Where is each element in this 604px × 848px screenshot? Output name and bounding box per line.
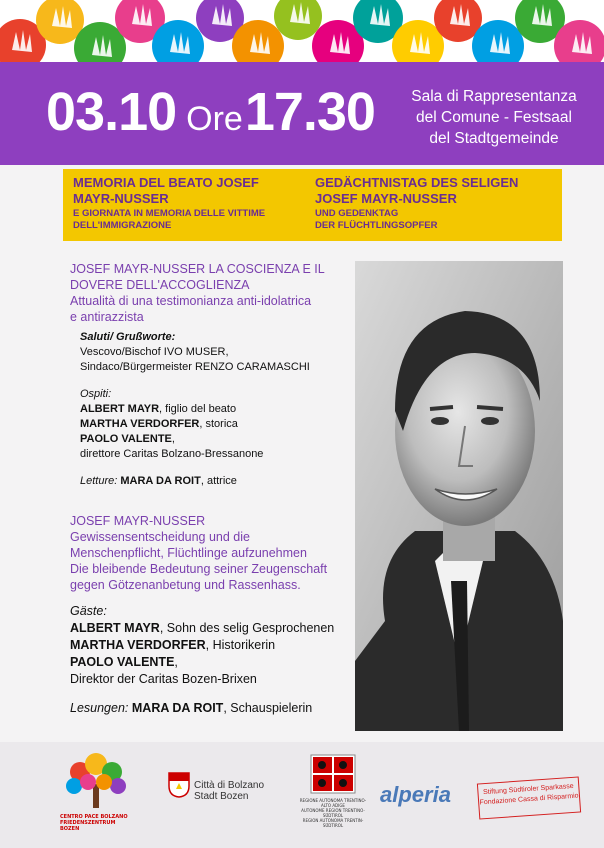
guest-line [80, 432, 355, 447]
tree-of-hands-icon [60, 750, 132, 810]
lesungen-line [70, 700, 355, 717]
title-it-main-1: MEMORIA DEL BEATO JOSEF [73, 175, 259, 190]
saluti-block [80, 330, 355, 375]
friedenszentrum-city: BOZEN [60, 826, 80, 832]
saluti-line: Sindaco/Bürgermeister RENZO CARAMASCHI [80, 361, 310, 373]
alperia-logo: alperia [380, 782, 451, 807]
centro-pace-city: BOLZANO [100, 814, 128, 820]
event-date: 03.10 [46, 82, 177, 142]
guest-comma: , [171, 433, 175, 445]
title-de-sub-2: DER FLÜCHTLINGSOPFER [315, 220, 438, 231]
stiftung-name-it: Fondazione Cassa di Risparmio [479, 792, 579, 807]
german-heading [70, 513, 360, 593]
italian-subheading-line: Attualità di una testimonianza anti-idolatrica [70, 294, 312, 308]
letture-line [80, 474, 355, 489]
venue-line: del Stadtgemeinde [429, 130, 559, 147]
centro-pace-logo [60, 750, 132, 835]
italian-heading-line: DOVERE DELL'ACCOGLIENZA [70, 278, 250, 292]
event-venue [394, 86, 594, 149]
title-it-main-2: MAYR-NUSSER [73, 191, 169, 206]
gast-role: Direktor der Caritas Bozen-Brixen [70, 672, 257, 686]
title-german [315, 175, 555, 232]
sponsor-logos [0, 742, 604, 848]
letture-label: Letture: [80, 475, 118, 487]
guest-role: direttore Caritas Bolzano-Bressanone [80, 448, 264, 460]
region-name-it: REGIONE AUTONOMA TRENTINO-ALTO ADIGE [299, 798, 367, 808]
lesungen-name: MARA DA ROIT [131, 701, 224, 715]
gast-role: , Historikerin [205, 638, 276, 652]
city-name-it: Città di Bolzano [194, 780, 265, 791]
hands-banner [0, 0, 604, 62]
gaeste-label: Gäste: [70, 604, 107, 618]
portrait-illustration [355, 261, 563, 731]
region-name-lad: REGION AUTONOMA TRENTIN-SÜDTIROL [302, 818, 364, 828]
german-line: gegen Götzenanbetung und Rassenhass. [70, 578, 301, 592]
region-coat-of-arms-icon [310, 754, 356, 794]
saluti-line: Vescovo/Bischof IVO MUSER, [80, 346, 229, 358]
venue-line: del Comune - Festsaal [416, 109, 572, 126]
title-de-main-2: JOSEF MAYR-NUSSER [315, 191, 457, 206]
saluti-label: Saluti/ Grußworte: [80, 331, 176, 343]
gast-comma: , [174, 655, 178, 669]
german-line: Menschenpflicht, Flüchtlinge aufzunehmen [70, 546, 307, 560]
colorful-hands-illustration [0, 0, 604, 62]
guest-line [80, 402, 355, 417]
city-bolzano-logo [168, 772, 288, 832]
letture-name: MARA DA ROIT [120, 475, 201, 487]
ospiti-block [80, 387, 355, 489]
gast-name: MARTHA VERDORFER [70, 638, 206, 652]
gast-role: , Sohn des selig Gesprochenen [159, 621, 335, 635]
guest-name: PAOLO VALENTE [80, 433, 172, 445]
event-datetime [46, 82, 375, 149]
region-logo [298, 754, 368, 834]
event-time: 17.30 [244, 82, 375, 142]
friedenszentrum-name: FRIEDENSZENTRUM [60, 820, 116, 826]
stiftung-sparkasse-stamp [477, 776, 581, 819]
german-line: Die bleibende Bedeutung seiner Zeugenschaft [70, 562, 328, 576]
centro-pace-name: CENTRO PACE [60, 814, 99, 820]
ore-label: Ore [186, 100, 243, 138]
ospiti-label: Ospiti: [80, 388, 112, 400]
portrait-photo [355, 261, 563, 731]
guest-role: , figlio del beato [159, 403, 237, 415]
stiftung-name-de: Stiftung Südtiroler Sparkasse [482, 782, 574, 797]
guest-role: , storica [199, 418, 238, 430]
gast-line [70, 654, 355, 671]
gast-line [70, 620, 355, 637]
title-de-main-1: GEDÄCHTNISTAG DES SELIGEN [315, 175, 519, 190]
gaeste-block [70, 603, 355, 717]
guest-name: MARTHA VERDORFER [80, 418, 200, 430]
letture-role: , attrice [200, 475, 237, 487]
gast-name: PAOLO VALENTE [70, 655, 175, 669]
italian-subheading-line: e antirazzista [70, 310, 144, 324]
centro-pace-text [60, 814, 132, 832]
title-italian [73, 175, 303, 232]
title-de-sub-1: UND GEDENKTAG [315, 208, 399, 219]
city-name-de: Stadt Bozen [194, 791, 249, 802]
region-name-de: AUTONOME REGION TRENTINO-SÜDTIROL [301, 808, 365, 818]
title-it-sub-1: E GIORNATA IN MEMORIA DELLE VITTIME [73, 208, 266, 219]
gast-line [70, 637, 355, 654]
city-shield-icon [168, 772, 190, 798]
gast-name: ALBERT MAYR [70, 621, 160, 635]
italian-heading-line: JOSEF MAYR-NUSSER LA COSCIENZA E IL [70, 262, 325, 276]
date-banner [0, 62, 604, 165]
german-heading-title: JOSEF MAYR-NUSSER [70, 514, 206, 528]
title-box [63, 169, 562, 241]
guest-name: ALBERT MAYR [80, 403, 160, 415]
german-line: Gewissensentscheidung und die [70, 530, 250, 544]
lesungen-role: , Schauspielerin [223, 701, 313, 715]
guest-line [80, 417, 355, 432]
lesungen-label: Lesungen: [70, 701, 129, 715]
venue-line: Sala di Rappresentanza [411, 88, 577, 105]
italian-heading [70, 261, 350, 325]
title-it-sub-2: DELL'IMMIGRAZIONE [73, 220, 172, 231]
